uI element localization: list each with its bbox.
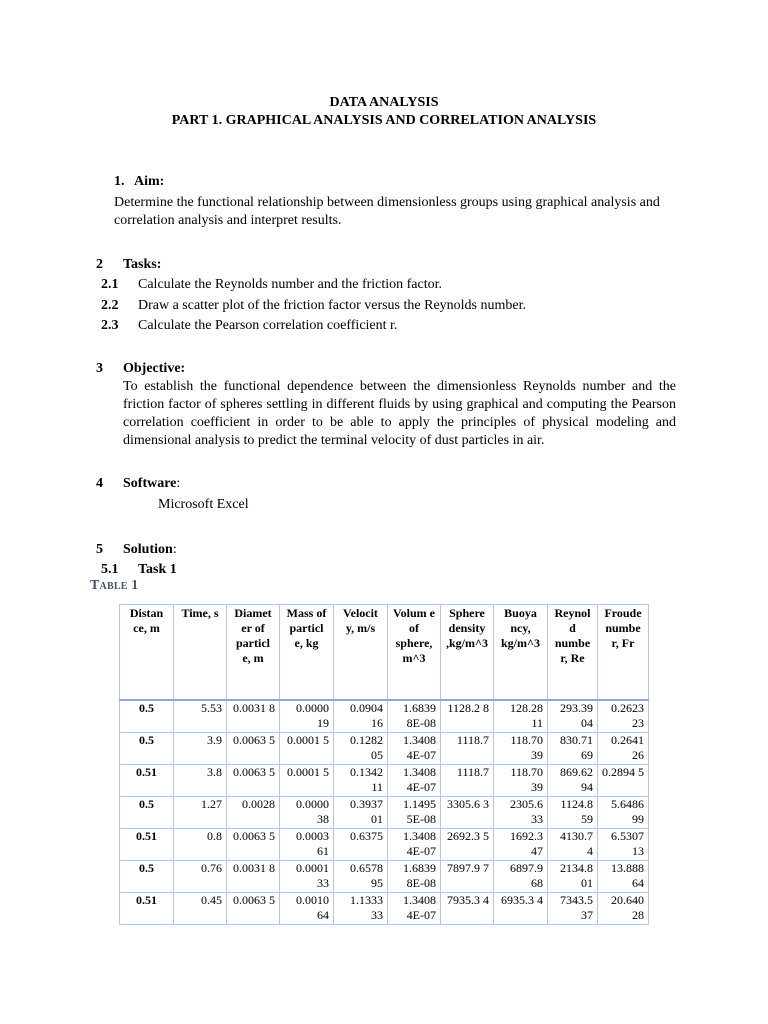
cell-distance: 0.5 [120,733,174,765]
page-title-line1: DATA ANALYSIS [329,95,439,110]
cell-distance: 0.51 [120,765,174,797]
solution-heading: Solution [123,542,173,557]
cell-mass: 0.0001 5 [280,765,334,797]
cell-time: 3.9 [174,733,227,765]
cell-sphere-density: 1128.2 8 [441,700,494,733]
cell-distance: 0.5 [120,861,174,893]
cell-time: 0.45 [174,893,227,925]
software-colon: : [176,476,181,491]
cell-time: 1.27 [174,797,227,829]
solution-heading-line [123,542,177,558]
cell-velocity: 0.1342 11 [334,765,388,797]
aim-heading: Aim: [134,174,165,189]
objective-heading: Objective: [123,361,186,376]
cell-volume: 1.6839 8E-08 [388,861,441,893]
cell-volume: 1.3408 4E-07 [388,765,441,797]
solution-colon: : [172,542,177,557]
cell-diameter: 0.0031 8 [227,700,280,733]
cell-time: 5.53 [174,700,227,733]
cell-volume: 1.3408 4E-07 [388,733,441,765]
cell-froude: 13.888 64 [598,861,649,893]
cell-froude: 0.2623 23 [598,700,649,733]
cell-sphere-density: 7935.3 4 [441,893,494,925]
table-header-row [120,605,649,701]
cell-sphere-density: 2692.3 5 [441,829,494,861]
table-row [120,861,649,893]
cell-diameter: 0.0031 8 [227,861,280,893]
cell-mass: 0.0000 19 [280,700,334,733]
cell-time: 0.8 [174,829,227,861]
cell-reynolds: 293.39 04 [548,700,598,733]
task-item-text: Calculate the Reynolds number and the friction factor. [138,277,443,292]
table-row [120,797,649,829]
cell-buoyancy: 2305.6 33 [494,797,548,829]
cell-mass: 0.0001 33 [280,861,334,893]
aim-text: Determine the functional relationship between dimensionless groups using graphical analysis and correlation analysis and interpret results. [114,195,660,228]
header-mass: Mass of particl e, kg [280,605,334,701]
task1-heading: Task 1 [138,562,177,577]
task-item-number: 2.3 [101,318,119,333]
cell-volume: 1.6839 8E-08 [388,700,441,733]
cell-diameter: 0.0063 5 [227,765,280,797]
cell-velocity: 0.6375 [334,829,388,861]
header-volume: Volum e of sphere, m^3 [388,605,441,701]
header-time: Time, s [174,605,227,701]
cell-reynolds: 4130.7 4 [548,829,598,861]
task-item-text: Calculate the Pearson correlation coefficient r. [138,318,398,333]
table-caption: Table 1 [90,578,139,593]
aim-number: 1. [114,174,125,189]
cell-buoyancy: 1692.3 47 [494,829,548,861]
cell-reynolds: 869.62 94 [548,765,598,797]
cell-buoyancy: 6935.3 4 [494,893,548,925]
cell-velocity: 0.1282 05 [334,733,388,765]
cell-froude: 0.2641 26 [598,733,649,765]
cell-reynolds: 2134.8 01 [548,861,598,893]
cell-distance: 0.5 [120,797,174,829]
cell-buoyancy: 118.70 39 [494,733,548,765]
objective-number: 3 [96,361,103,376]
cell-distance: 0.51 [120,893,174,925]
software-number: 4 [96,476,103,491]
header-reynolds: Reynol d numbe r, Re [548,605,598,701]
task1-number: 5.1 [101,562,119,577]
cell-sphere-density: 3305.6 3 [441,797,494,829]
header-distance: Distan ce, m [120,605,174,701]
cell-buoyancy: 118.70 39 [494,765,548,797]
cell-velocity: 1.1333 33 [334,893,388,925]
software-text: Microsoft Excel [158,497,249,512]
cell-reynolds: 7343.5 37 [548,893,598,925]
cell-froude: 0.2894 5 [598,765,649,797]
page-title-line2: PART 1. GRAPHICAL ANALYSIS AND CORRELATION ANALYSIS [171,113,597,128]
cell-diameter: 0.0063 5 [227,733,280,765]
cell-froude: 20.640 28 [598,893,649,925]
cell-velocity: 0.6578 95 [334,861,388,893]
cell-volume: 1.1495 5E-08 [388,797,441,829]
cell-diameter: 0.0063 5 [227,829,280,861]
cell-distance: 0.51 [120,829,174,861]
tasks-heading: Tasks: [123,257,162,272]
cell-time: 3.8 [174,765,227,797]
cell-froude: 6.5307 13 [598,829,649,861]
cell-distance: 0.5 [120,700,174,733]
cell-buoyancy: 6897.9 68 [494,861,548,893]
header-buoyancy: Buoya ncy, kg/m^3 [494,605,548,701]
header-velocity: Velocit y, m/s [334,605,388,701]
software-heading: Software [123,476,177,491]
table-row [120,893,649,925]
header-diameter: Diamet er of particl e, m [227,605,280,701]
cell-time: 0.76 [174,861,227,893]
cell-volume: 1.3408 4E-07 [388,893,441,925]
cell-velocity: 0.0904 16 [334,700,388,733]
cell-reynolds: 830.71 69 [548,733,598,765]
cell-sphere-density: 7897.9 7 [441,861,494,893]
cell-sphere-density: 1118.7 [441,765,494,797]
cell-mass: 0.0000 38 [280,797,334,829]
header-froude: Froude numbe r, Fr [598,605,649,701]
task-item-text: Draw a scatter plot of the friction factor versus the Reynolds number. [138,298,526,313]
software-heading-line [123,476,180,492]
objective-text: To establish the functional dependence between the dimensionless Reynolds number and the friction factor of spheres settling in different fluids by using graphical and computing the Pearson correlation coefficient in order to be able to apply the principles of physical modeling and dimensional analysis to predict the terminal velocity of dust particles in air. [123,379,676,448]
cell-mass: 0.0010 64 [280,893,334,925]
table-row [120,829,649,861]
cell-velocity: 0.3937 01 [334,797,388,829]
cell-diameter: 0.0028 [227,797,280,829]
table-row [120,733,649,765]
header-sphere-density: Sphere density ,kg/m^3 [441,605,494,701]
cell-reynolds: 1124.8 59 [548,797,598,829]
cell-froude: 5.6486 99 [598,797,649,829]
data-table [119,604,649,925]
table-row [120,765,649,797]
tasks-number: 2 [96,257,103,272]
cell-sphere-density: 1118.7 [441,733,494,765]
cell-volume: 1.3408 4E-07 [388,829,441,861]
task-item-number: 2.1 [101,277,119,292]
cell-diameter: 0.0063 5 [227,893,280,925]
cell-buoyancy: 128.28 11 [494,700,548,733]
cell-mass: 0.0001 5 [280,733,334,765]
table-row [120,700,649,733]
task-item-number: 2.2 [101,298,119,313]
solution-number: 5 [96,542,103,557]
cell-mass: 0.0003 61 [280,829,334,861]
